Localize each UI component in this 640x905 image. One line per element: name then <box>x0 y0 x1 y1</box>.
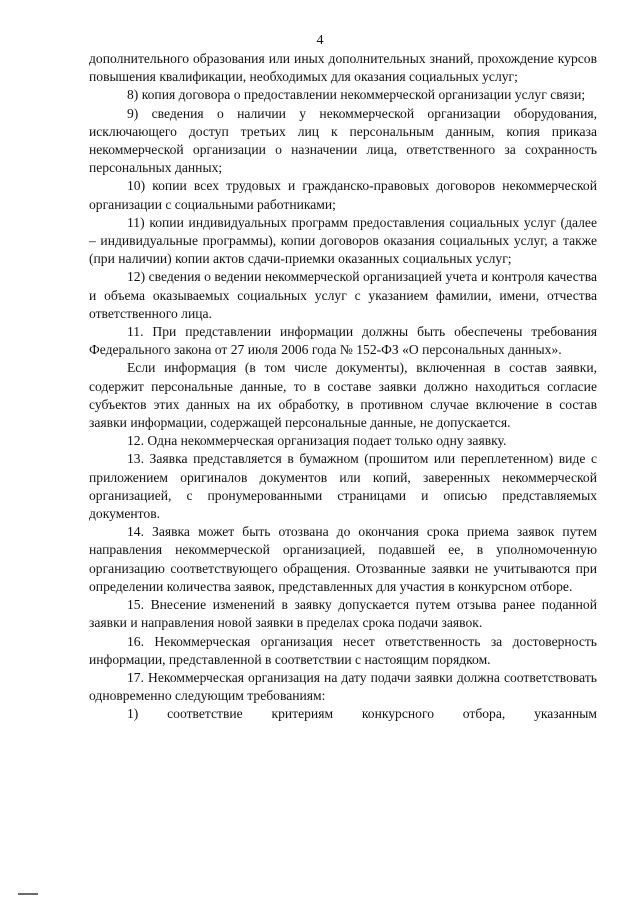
page-number: 4 <box>316 33 324 48</box>
document-body <box>89 50 597 724</box>
paragraph-clause-11-b: Если информация (в том числе документы), включенная в состав заявки, содержит персональные данные, то в составе заявки должно находиться согласие субъектов этих данных на их обработку, в противном случае включение в состав заявки информации, содержащей персональные данные, не допускается. <box>89 360 597 431</box>
paragraph-clause-14: 14. Заявка может быть отозвана до окончания срока приема заявок путем направления некоммерческой организацией, подавшей ее, в уполномоченную организацию соответствующего обращения. Отозванные заявки не учитываются при определении количества заявок, представленных для участия в конкурсном отборе. <box>89 524 597 594</box>
paragraph-clause-17: 17. Некоммерческая организация на дату подачи заявки должна соответствовать одновременно следующим требованиям: <box>89 669 597 704</box>
paragraph-clause-17-1: 1) соответствие критериям конкурсного отбора, указанным <box>127 706 597 722</box>
paragraph-clause-12: 12. Одна некоммерческая организация подает только одну заявку. <box>127 433 507 449</box>
paragraph-clause-11: 11. При представлении информации должны быть обеспечены требования Федерального закона от 27 июля 2006 года № 152-ФЗ «О персональных данных». <box>89 324 597 358</box>
paragraph-clause-13: 13. Заявка представляется в бумажном (прошитом или переплетенном) виде с приложением оригиналов документов или копий, заверенных некоммерческой организацией, с пронумерованными страницами и описью представляемых документов. <box>89 451 597 522</box>
scan-artifact-mark <box>18 893 38 895</box>
paragraph-item-11: 11) копии индивидуальных программ предоставления социальных услуг (далее – индивидуальные программы), копии договоров оказания социальных услуг, а также (при наличии) копии актов сдачи-приемки оказанных социальных услуг; <box>89 214 597 267</box>
paragraph-item-10: 10) копии всех трудовых и гражданско-правовых договоров некоммерческой организации с социальными работниками; <box>89 178 597 212</box>
paragraph-item-12: 12) сведения о ведении некоммерческой организацией учета и контроля качества и объема оказываемых социальных услуг с указанием фамилии, имени, отчества ответственного лица. <box>89 269 597 321</box>
paragraph-item-8: 8) копия договора о предоставлении некоммерческой организации услуг связи; <box>127 87 586 103</box>
paragraph-clause-16: 16. Некоммерческая организация несет ответственность за достоверность информации, представленной в соответствии с настоящим порядком. <box>89 633 597 667</box>
paragraph-clause-15: 15. Внесение изменений в заявку допускается путем отзыва ранее поданной заявки и направления новой заявки в пределах срока подачи заявок. <box>89 597 597 631</box>
paragraph-item-9: 9) сведения о наличии у некоммерческой организации оборудования, исключающего доступ третьих лиц к персональным данным, копия приказа некоммерческой организации о назначении лица, ответственного за сохранность персональных данных; <box>89 105 597 176</box>
paragraph-cont-7: дополнительного образования или иных дополнительных знаний, прохождение курсов повышения квалификации, необходимых для оказания социальных услуг; <box>89 51 597 85</box>
